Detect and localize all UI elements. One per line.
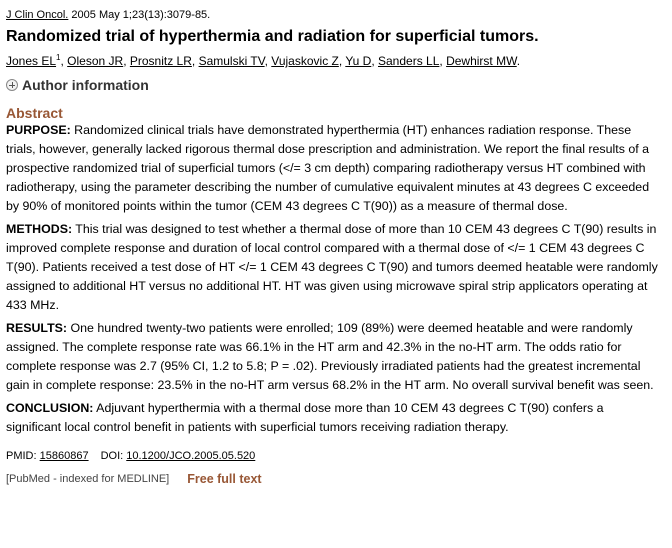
pmid-link[interactable]: 15860867 <box>39 450 89 462</box>
journal-link[interactable]: J Clin Oncol. <box>6 9 69 21</box>
abstract-purpose <box>6 121 662 216</box>
pmid-label: PMID: <box>6 450 40 462</box>
section-label: METHODS: <box>6 222 73 236</box>
section-label: PURPOSE: <box>6 123 71 137</box>
abstract-methods <box>6 220 662 315</box>
author-link[interactable]: Oleson JR <box>67 54 124 68</box>
doi-label: DOI: <box>100 450 127 462</box>
expand-plus-icon[interactable] <box>6 79 18 91</box>
section-label: CONCLUSION: <box>6 401 94 415</box>
author-link[interactable]: Yu D <box>345 54 372 68</box>
section-text: One hundred twenty-two patients were enrolled; 109 (89%) were deemed heatable and were randomly assigned. The complete response rate was 66.1% in the HT arm and 42.3% in the no-HT arm. The odds ratio for complete response was 2.7 (95% CI, 1.2 to 5.8; P = .02). Previously irradiated patients had the greatest incremental gain in complete response: 23.5% in the no-HT arm versus 68.2% in the HT arm. No overall survival benefit was seen. <box>6 321 654 392</box>
section-text: Randomized clinical trials have demonstrated hyperthermia (HT) enhances radiation response. These trials, however, generally lacked rigorous thermal dose prescription and administration. We report the final results of a prospective randomized trial of superficial tumors (</= 3 cm depth) comparing radiotherapy versus HT combined with radiotherapy, using the parameter describing the number of cumulative equivalent minutes at 43 degrees C exceeded by 90% of monitored points within the tumor (CEM 43 degrees C T(90)) as a measure of thermal dose. <box>6 123 650 213</box>
section-label: RESULTS: <box>6 321 68 335</box>
author-link[interactable]: Prosnitz LR <box>129 54 192 68</box>
citation-line <box>6 8 662 22</box>
author-affiliation-sup: 1 <box>56 53 61 62</box>
identifier-line <box>6 449 662 463</box>
doi-link[interactable]: 10.1200/JCO.2005.05.520 <box>126 450 256 462</box>
abstract-heading: Abstract <box>6 105 63 121</box>
pubmed-record <box>6 8 662 486</box>
author-link[interactable]: Sanders LL <box>378 54 440 68</box>
author-link[interactable]: Dewhirst MW <box>446 54 517 68</box>
citation-details: 2005 May 1;23(13):3079-85. <box>68 9 211 21</box>
section-text: This trial was designed to test whether a thermal dose of more than 10 CEM 43 degrees C T(90) results in improved complete response and duration of local control compared with a thermal dose of </= 1 CEM 43 degrees C T(90). Patients received a test dose of HT </= 1 CEM 43 degrees C T(90) and tumors deemed heatable were randomly assigned to additional HT versus no additional HT. HT was given using microwave spiral strip applicators operating at 433 MHz. <box>6 222 658 312</box>
article-title: Randomized trial of hyperthermia and radiation for superficial tumors. <box>6 28 539 45</box>
section-text: Adjuvant hyperthermia with a thermal dose more than 10 CEM 43 degrees C T(90) confers a significant local control benefit in patients with superficial tumors receiving radiation therapy. <box>6 401 604 434</box>
author-link[interactable]: Samulski TV <box>198 54 265 68</box>
abstract-conclusion <box>6 399 662 437</box>
free-full-text-link[interactable]: Free full text <box>187 472 262 486</box>
indexed-status: [PubMed - indexed for MEDLINE] <box>6 473 170 485</box>
abstract-results <box>6 319 662 395</box>
indexing-line <box>6 472 662 486</box>
author-link[interactable]: Vujaskovic Z <box>271 54 339 68</box>
author-list: Jones $EL^1$, Oleson JR, Prosnitz LR, Samulski TV, Vujaskovic Z, Yu D, Sanders LL, Dewhirst MW. <box>6 53 521 68</box>
author-information-label[interactable]: Author information <box>22 77 149 93</box>
author-link[interactable]: Jones EL <box>6 54 57 68</box>
author-information-toggle[interactable] <box>6 76 662 94</box>
